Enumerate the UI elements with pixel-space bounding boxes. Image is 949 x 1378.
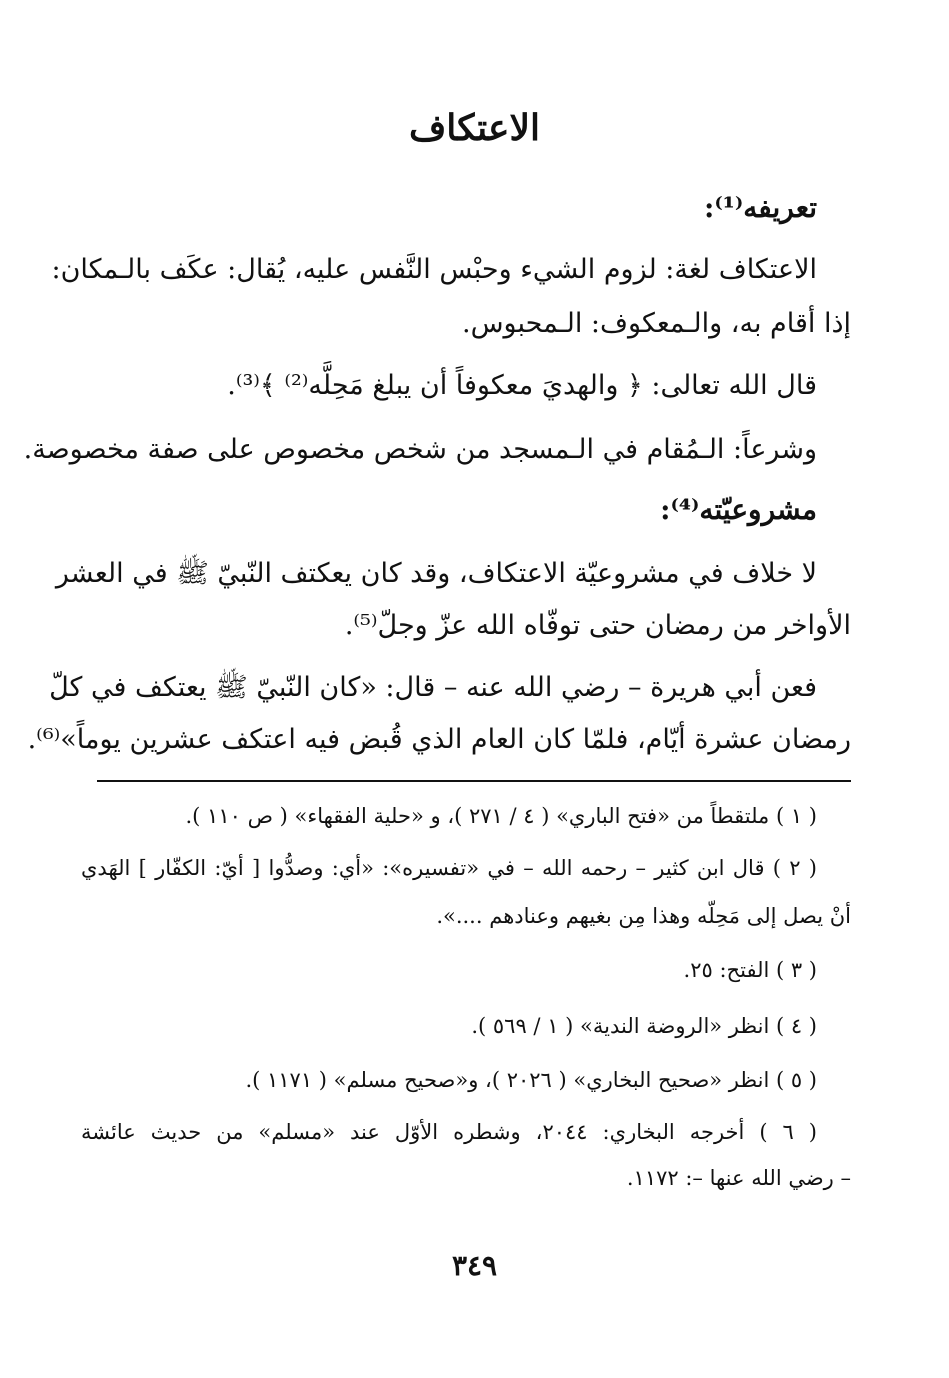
footnote-separator: [97, 780, 851, 782]
legitimacy-line-1: لا خلاف في مشروعيّة الاعتكاف، وقد كان يعكتف النّبيّ ﷺ في العشر: [55, 558, 817, 589]
verse-line: قال الله تعالى: ﴿ والهديَ معكوفاً أن يبلغ مَحِلَّه⁽²⁾ ﴾⁽³⁾.: [227, 370, 817, 401]
legitimacy-heading: مشروعيّته⁽⁴⁾:: [660, 493, 817, 526]
footnote-6-line-1: ( ٦ ) أخرجه البخاري: ٢٠٤٤، وشطره الأوّل عند «مسلم» من حديث عائشة: [81, 1120, 817, 1144]
footnote-3: ( ٣ ) الفتح: ٢٥.: [683, 958, 817, 982]
definition-line-2: إذا أقام به، والـمعكوف: الـمحبوس.: [462, 308, 851, 339]
page-title: الاعتكاف: [408, 107, 541, 149]
footnote-2-line-2: أنْ يصل إلى مَحِلّه وهذا مِن بغيهم وعنادهم ....».: [436, 904, 851, 928]
footnote-1: ( ١ ) ملتقطاً من «فتح الباري» ( ٤ / ٢٧١ )، و «حلية الفقهاء» ( ص ١١٠ ).: [185, 804, 817, 828]
legitimacy-line-2: الأواخر من رمضان حتى توفّاه الله عزّ وجلّ⁽⁵⁾.: [344, 610, 851, 641]
hadith-line-2: رمضان عشرة أيّام، فلمّا كان العام الذي قُبض فيه اعتكف عشرين يوماً»⁽⁶⁾.: [27, 724, 851, 755]
definition-heading: تعريفه⁽¹⁾:: [703, 191, 817, 224]
footnote-4: ( ٤ ) انظر «الروضة الندية» ( ١ / ٥٦٩ ).: [471, 1014, 817, 1038]
footnote-2-line-1: ( ٢ ) قال ابن كثير – رحمه الله – في «تفسيره»: «أي: وصدُّوا [ أيّ: الكفّار ] الهَدي: [81, 856, 817, 880]
page-number: ٣٤٩: [451, 1249, 498, 1282]
definition-line-1: الاعتكاف لغة: لزوم الشيء وحبْس النَّفس عليه، يُقال: عكَف بالـمكان:: [51, 254, 817, 285]
sharia-definition-line: وشرعاً: الـمُقام في الـمسجد من شخص مخصوص على صفة مخصوصة.: [23, 434, 817, 465]
footnote-6-line-2: – رضي الله عنها –: ١١٧٢.: [626, 1166, 851, 1190]
footnote-5: ( ٥ ) انظر «صحيح البخاري» ( ٢٠٢٦ )، و«صحيح مسلم» ( ١١٧١ ).: [245, 1068, 817, 1092]
hadith-line-1: فعن أبي هريرة – رضي الله عنه – قال: «كان النّبيّ ﷺ يعتكف في كلّ: [49, 672, 817, 703]
